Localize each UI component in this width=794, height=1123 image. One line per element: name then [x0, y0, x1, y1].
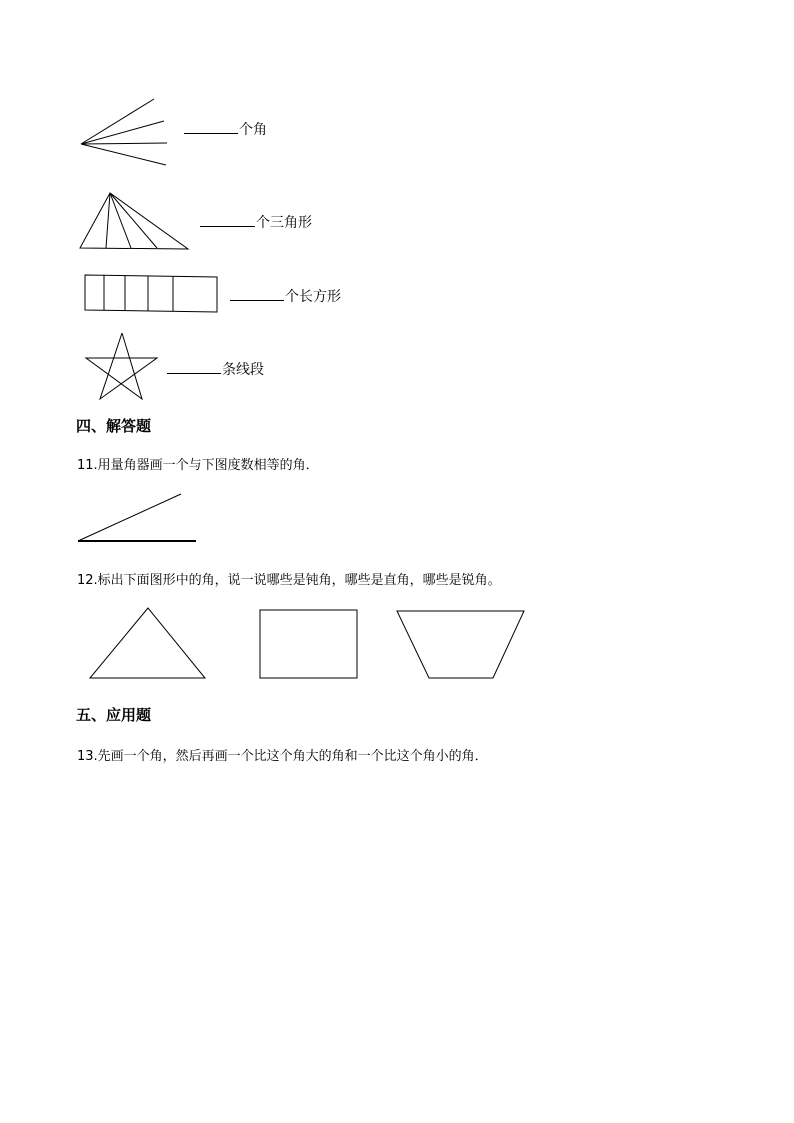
blank-suffix: 条线段 [222, 362, 264, 378]
blank-suffix: 个角 [239, 122, 267, 138]
trapezoid-shape [397, 611, 524, 678]
blank-suffix: 个长方形 [285, 289, 341, 305]
question-13: 13.先画一个角，然后再画一个比这个角大的角和一个比这个角小的角． [77, 749, 488, 764]
section4-heading: 四、解答题 [76, 417, 152, 435]
question-11: 11.用量角器画一个与下图度数相等的角． [77, 458, 319, 473]
rectangle-shape [260, 610, 357, 678]
blank-suffix: 个三角形 [256, 215, 312, 231]
section5-heading: 五、应用题 [76, 706, 152, 724]
question-12: 12.标出下面图形中的角，说一说哪些是钝角，哪些是直角，哪些是锐角。 [77, 573, 501, 588]
triangle-shape [90, 608, 205, 678]
